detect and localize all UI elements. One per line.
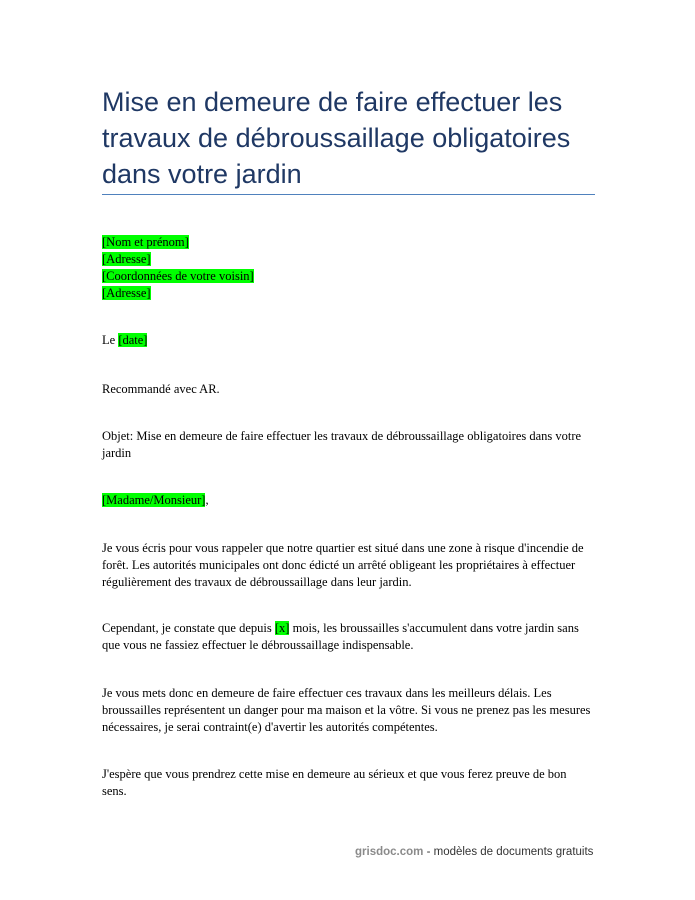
months-field[interactable]: [x]	[274, 621, 290, 635]
sender-block	[102, 234, 598, 302]
date-line	[102, 332, 598, 349]
paragraph-2-end: mois, les broussailles s'accumulent dans votre jardin sans que vous ne fassiez effectuer le débroussaillage indispensable.	[102, 621, 579, 652]
salutation	[102, 492, 598, 509]
paragraph-2	[102, 620, 594, 654]
salutation-suffix: ,	[205, 493, 209, 507]
title-divider	[102, 194, 595, 195]
paragraph-1: Je vous écris pour vous rappeler que notre quartier est situé dans une zone à risque d'incendie de forêt. Les autorités municipales ont donc édicté un arrêté obligeant les propriétaires à effectuer régulièrement des travaux de débroussaillage dans leur jardin.	[102, 541, 584, 589]
paragraph-4: J'espère que vous prendrez cette mise en demeure au sérieux et que vous ferez preuve de bon sens.	[102, 767, 567, 798]
footer-text: - modèles de documents gratuits	[423, 846, 594, 858]
registered-mail-line: Recommandé avec AR.	[102, 382, 220, 396]
footer-site-link[interactable]: grisdoc.com	[355, 846, 424, 858]
sender-address-field[interactable]: [Adresse]	[102, 252, 151, 266]
date-prefix: Le	[102, 333, 119, 347]
recipient-field[interactable]: [Coordonnées de votre voisin]	[102, 269, 254, 283]
footer	[355, 846, 593, 858]
salutation-field[interactable]: [Madame/Monsieur]	[102, 493, 206, 507]
date-field[interactable]: [date]	[118, 333, 148, 347]
paragraph-2-start: Cependant, je constate que depuis	[102, 621, 275, 635]
sender-name-field[interactable]: [Nom et prénom]	[102, 235, 189, 249]
document-title: Mise en demeure de faire effectuer les travaux de débroussaillage obligatoires dans votre jardin	[102, 87, 571, 189]
paragraph-3: Je vous mets donc en demeure de faire effectuer ces travaux dans les meilleurs délais. Les broussailles représentent un danger pour ma maison et la vôtre. Si vous ne prenez pas les mesures nécessaires, je serai contraint(e) d'avertir les autorités compétentes.	[102, 686, 591, 734]
recipient-address-field[interactable]: [Adresse]	[102, 286, 151, 300]
subject-line: Objet: Mise en demeure de faire effectuer les travaux de débroussaillage obligatoires dans votre jardin	[102, 429, 582, 460]
